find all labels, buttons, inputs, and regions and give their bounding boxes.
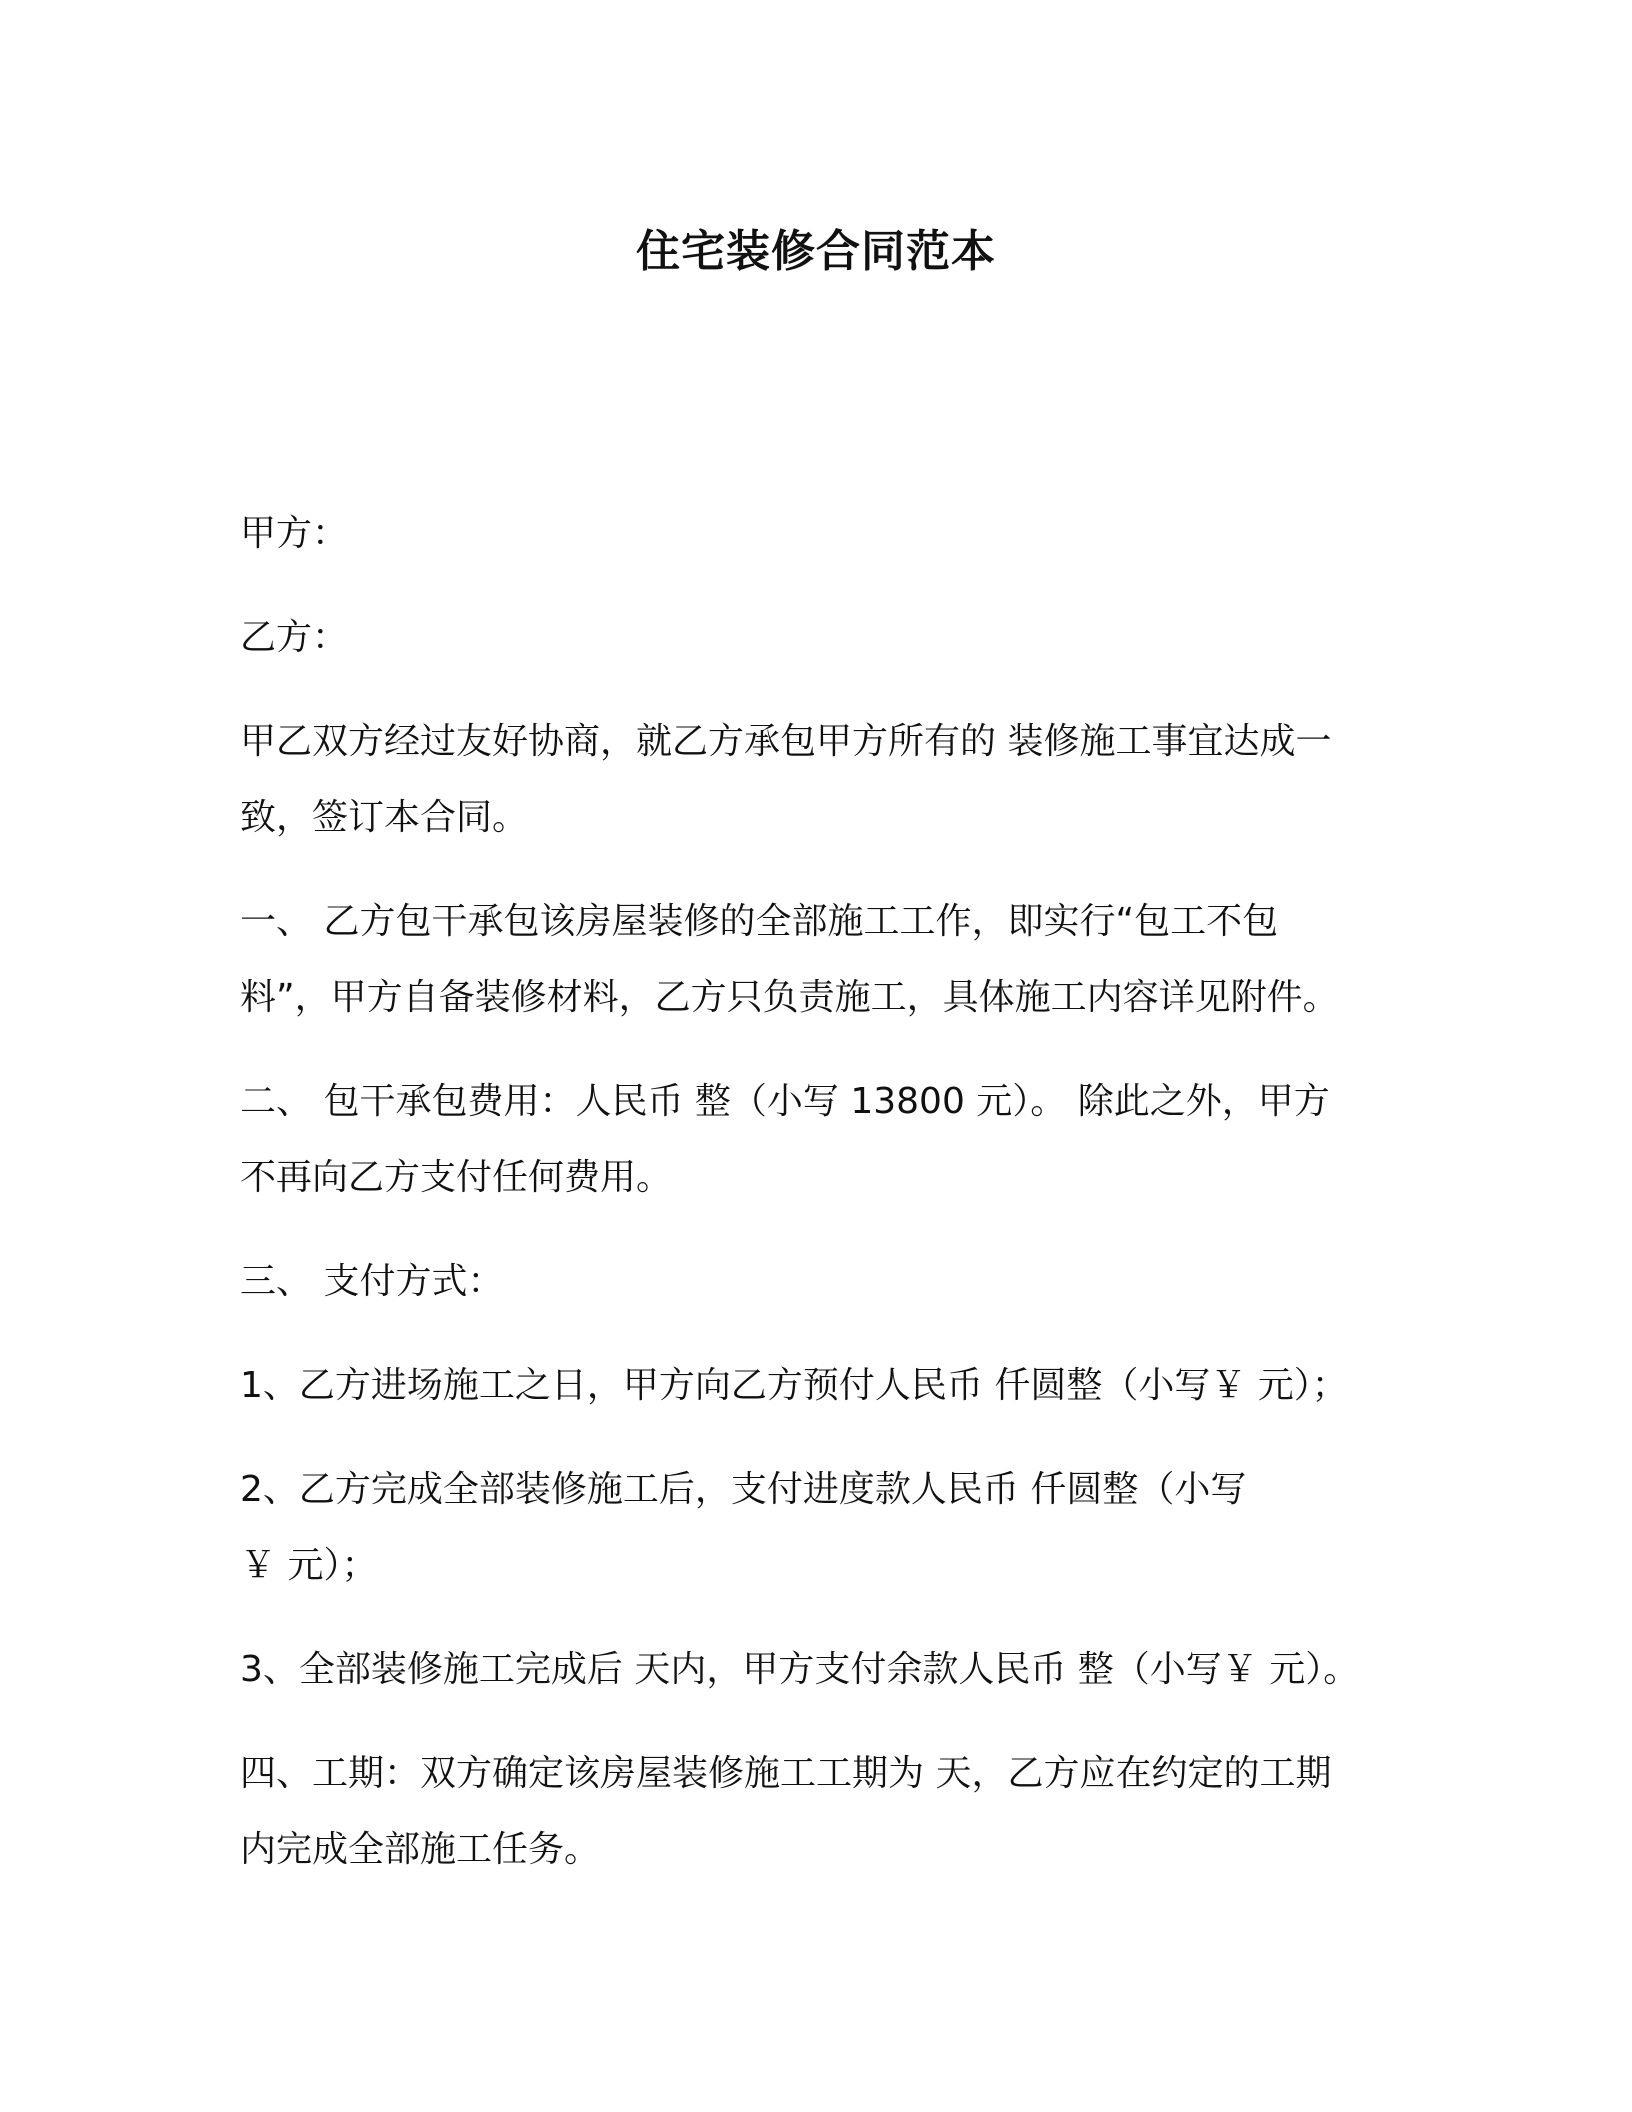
clause-3-paragraph	[240, 1244, 1390, 1320]
paragraph-line: 甲乙双方经过友好协商，就乙方承包甲方所有的 装修施工事宜达成一	[240, 721, 1332, 762]
paragraph-line: 内完成全部施工任务。	[240, 1829, 601, 1870]
paragraph-line: 四、工期：双方确定该房屋装修施工工期为 天，乙方应在约定的工期	[240, 1753, 1332, 1794]
paragraph-line: 3、全部装修施工完成后 天内，甲方支付余款人民币 整（小写￥ 元）。	[240, 1649, 1360, 1690]
paragraph-line: 致，签订本合同。	[240, 797, 529, 838]
clause-2-paragraph	[240, 1064, 1390, 1216]
paragraph-line: 2、乙方完成全部装修施工后，支付进度款人民币 仟圆整（小写	[240, 1469, 1247, 1510]
paragraph-line: 料”，甲方自备装修材料，乙方只负责施工，具体施工内容详见附件。	[240, 977, 1339, 1018]
paragraph-line: 三、 支付方式：	[240, 1261, 504, 1302]
document-title: 住宅装修合同范本	[636, 226, 996, 277]
paragraph-line: 1、乙方进场施工之日，甲方向乙方预付人民币 仟圆整（小写￥ 元）；	[240, 1365, 1348, 1406]
payment-item-2	[240, 1452, 1390, 1604]
preamble-paragraph	[240, 704, 1390, 856]
payment-item-1	[240, 1348, 1390, 1424]
paragraph-line: ￥ 元）；	[240, 1545, 378, 1586]
party-b-paragraph	[240, 600, 1390, 676]
clause-4-paragraph	[240, 1736, 1390, 1888]
payment-item-3	[240, 1632, 1390, 1708]
paragraph-line: 甲方：	[240, 513, 349, 554]
clause-1-paragraph	[240, 884, 1390, 1036]
paragraph-line: 乙方：	[240, 617, 349, 658]
paragraph-line: 不再向乙方支付任何费用。	[240, 1157, 673, 1198]
party-a-paragraph	[240, 496, 1390, 572]
paragraph-line: 一、 乙方包干承包该房屋装修的全部施工工作，即实行“包工不包	[240, 901, 1279, 942]
document-body	[240, 496, 1390, 1916]
paragraph-line: 二、 包干承包费用：人民币 整（小写 13800 元）。 除此之外，甲方	[240, 1081, 1330, 1122]
